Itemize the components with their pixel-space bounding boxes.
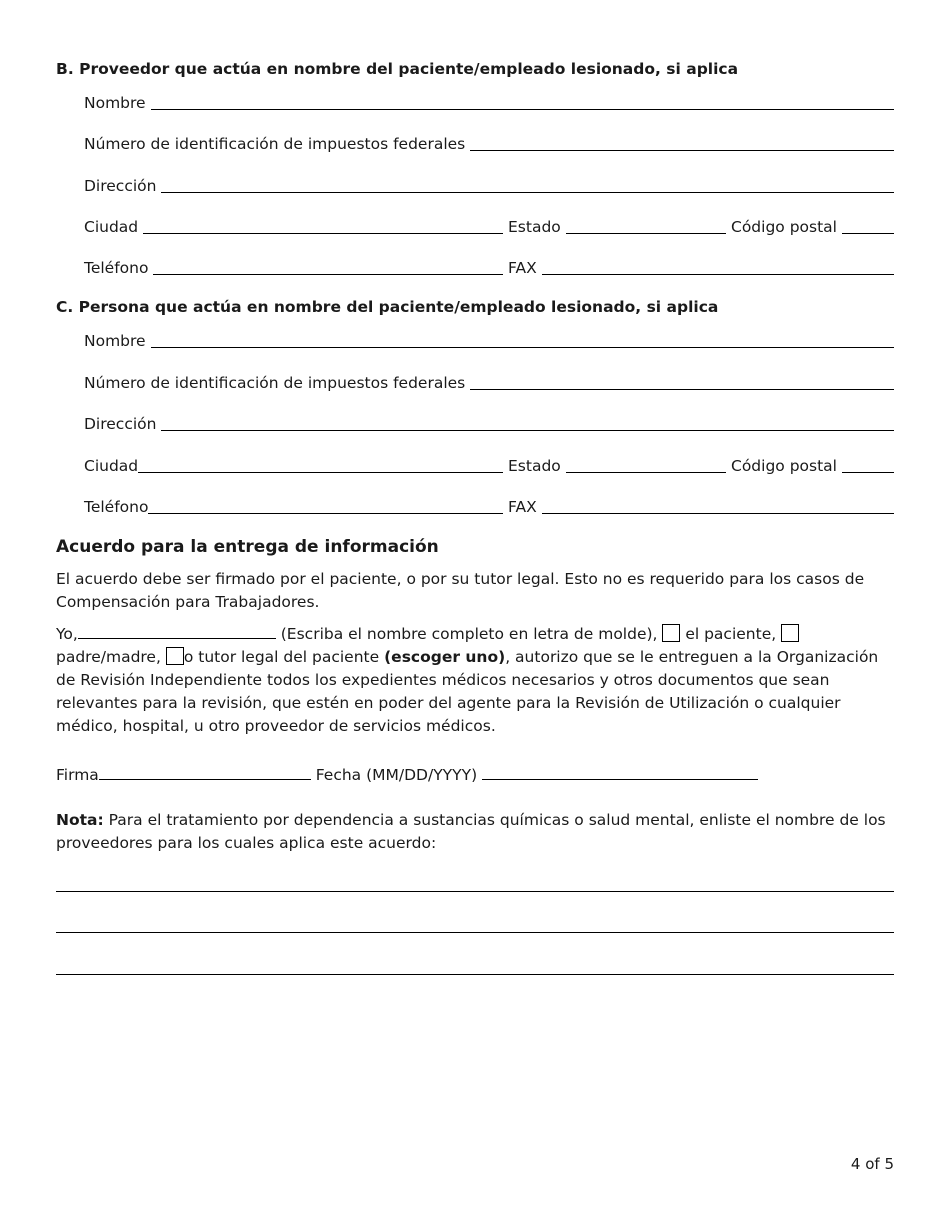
print-name-hint: (Escriba el nombre completo en letra de molde), <box>275 625 663 643</box>
c-city-label: Ciudad <box>84 457 139 475</box>
c-taxid-label: Número de identificación de impuestos federales <box>84 374 466 392</box>
b-city-line[interactable] <box>143 233 503 234</box>
b-zip-field[interactable] <box>731 214 894 236</box>
c-name-line[interactable] <box>151 347 894 348</box>
c-name-field[interactable] <box>84 328 894 350</box>
b-fax-label: FAX <box>508 259 537 277</box>
c-phone-field[interactable] <box>84 494 503 516</box>
section-b-title: B. Proveedor que actúa en nombre del paciente/empleado lesionado, si aplica <box>56 60 739 78</box>
patient-checkbox[interactable] <box>662 624 680 642</box>
section-c-title: C. Persona que actúa en nombre del paciente/empleado lesionado, si aplica <box>56 298 719 316</box>
c-address-line[interactable] <box>161 430 894 431</box>
page-number: 4 of 5 <box>850 1155 894 1173</box>
b-taxid-field[interactable] <box>84 131 894 153</box>
b-phone-line[interactable] <box>153 274 503 275</box>
c-fax-label: FAX <box>508 498 537 516</box>
b-phone-field[interactable] <box>84 255 503 277</box>
c-fax-line[interactable] <box>542 513 894 514</box>
signature-row <box>56 764 896 787</box>
b-address-field[interactable] <box>84 173 894 195</box>
b-state-field[interactable] <box>508 214 726 236</box>
c-phone-label: Teléfono <box>84 498 149 516</box>
c-city-field[interactable] <box>84 453 503 475</box>
choose-one-label: (escoger uno) <box>384 648 506 666</box>
b-city-label: Ciudad <box>84 218 139 236</box>
b-state-line[interactable] <box>566 233 726 234</box>
c-zip-field[interactable] <box>731 453 894 475</box>
opt-guardian-label: o tutor legal del paciente <box>183 648 385 666</box>
c-state-line[interactable] <box>566 472 726 473</box>
c-zip-label: Código postal <box>731 457 837 475</box>
b-address-line[interactable] <box>161 192 894 193</box>
c-state-field[interactable] <box>508 453 726 475</box>
c-taxid-field[interactable] <box>84 370 894 392</box>
note-bold: Nota: <box>56 811 104 829</box>
agreement-heading: Acuerdo para la entrega de información <box>56 537 439 557</box>
yo-label: Yo, <box>56 625 78 643</box>
opt-patient-label: el paciente, <box>680 625 782 643</box>
agreement-body <box>56 623 896 738</box>
c-city-line[interactable] <box>138 472 503 473</box>
print-name-line[interactable] <box>78 624 276 639</box>
c-address-field[interactable] <box>84 411 894 433</box>
provider-line-2[interactable] <box>56 932 894 933</box>
b-fax-field[interactable] <box>508 255 894 277</box>
note <box>56 809 896 855</box>
c-state-label: Estado <box>508 457 561 475</box>
guardian-checkbox[interactable] <box>166 647 184 665</box>
opt-parent-label: padre/madre, <box>56 648 166 666</box>
agreement-body-text: , autorizo que se le entreguen a la Organización de Revisión Independiente todos los expedientes médicos necesarios y otros documentos que sean relevantes para la revisión, que estén en poder del agente para la Revisión de Utilización o cualquier médico, hospital, u otro proveedor de servicios médicos. <box>56 648 879 735</box>
agreement-intro: El acuerdo debe ser firmado por el paciente, o por su tutor legal. Esto no es requerido para los casos de Compensación para Trabajadores. <box>56 570 865 611</box>
b-fax-line[interactable] <box>542 274 894 275</box>
c-fax-field[interactable] <box>508 494 894 516</box>
b-state-label: Estado <box>508 218 561 236</box>
b-city-field[interactable] <box>84 214 503 236</box>
c-address-label: Dirección <box>84 415 157 433</box>
b-name-field[interactable] <box>84 90 894 112</box>
date-label: Fecha (MM/DD/YYYY) <box>310 766 483 784</box>
c-name-label: Nombre <box>84 332 146 350</box>
c-zip-line[interactable] <box>842 472 894 473</box>
signature-line[interactable] <box>99 765 311 780</box>
provider-line-3[interactable] <box>56 974 894 975</box>
parent-checkbox[interactable] <box>781 624 799 642</box>
provider-line-1[interactable] <box>56 891 894 892</box>
date-line[interactable] <box>482 765 758 780</box>
c-phone-line[interactable] <box>148 513 503 514</box>
b-zip-label: Código postal <box>731 218 837 236</box>
note-text: Para el tratamiento por dependencia a sustancias químicas o salud mental, enliste el nombre de los proveedores para los cuales aplica este acuerdo: <box>56 811 886 852</box>
b-phone-label: Teléfono <box>84 259 149 277</box>
b-address-label: Dirección <box>84 177 157 195</box>
b-taxid-label: Número de identificación de impuestos federales <box>84 135 466 153</box>
b-name-line[interactable] <box>151 109 894 110</box>
signature-label: Firma <box>56 766 99 784</box>
b-zip-line[interactable] <box>842 233 894 234</box>
c-taxid-line[interactable] <box>470 389 894 390</box>
b-name-label: Nombre <box>84 94 146 112</box>
b-taxid-line[interactable] <box>470 150 894 151</box>
